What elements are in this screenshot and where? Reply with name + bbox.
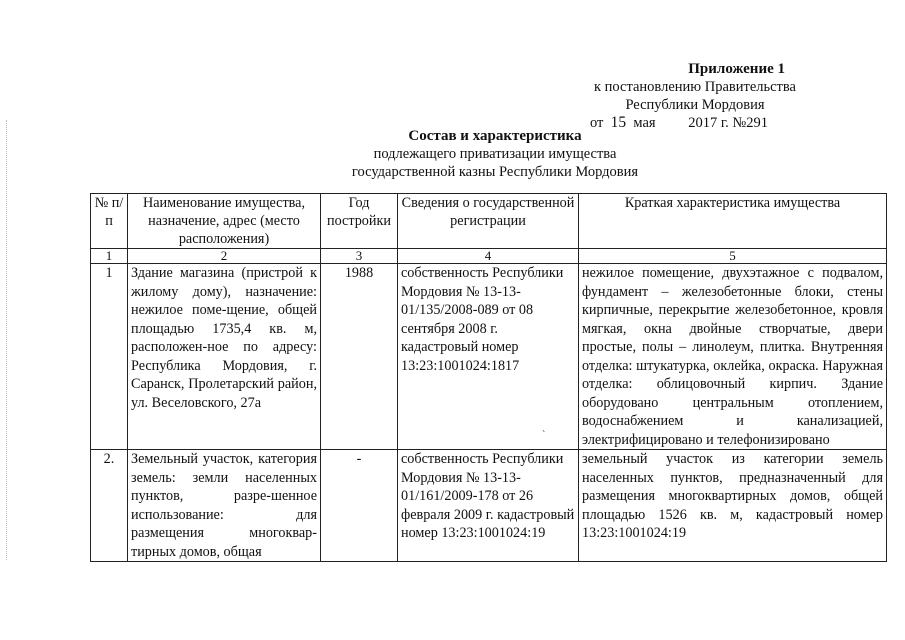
row-description: нежилое помещение, двухэтажное с подвалом, фундамент – железобетонные блоки, стены кирпичные, перекрытие железобетонное, кровля мягкая, окна двойные створчатые, двери простые, полы – линолеум, плитка. Внутренняя отделка: штукатурка, оклейка, окраска. Наружная отделка: облицовочный кирпич. Здание оборудовано центральным отоплением, водоснабжением и канализацией, электрифицировано и телефонизировано bbox=[579, 264, 887, 450]
row-number: 1 bbox=[91, 264, 128, 450]
column-number: 2 bbox=[128, 249, 321, 264]
date-month: мая bbox=[633, 115, 656, 131]
header-number: № п/п bbox=[91, 194, 128, 249]
column-number: 1 bbox=[91, 249, 128, 264]
header-name: Наименование имущества, назначение, адрес (место расположения) bbox=[128, 194, 321, 249]
document-title: Состав и характеристика bbox=[408, 128, 582, 144]
header-year: Год постройки bbox=[321, 194, 398, 249]
header-registration: Сведения о государственной регистрации bbox=[398, 194, 579, 249]
appendix-line-2: Республики Мордовия bbox=[625, 97, 765, 113]
property-table bbox=[90, 193, 887, 562]
appendix-heading: Приложение 1 bbox=[688, 61, 785, 77]
column-number: 5 bbox=[579, 249, 887, 264]
appendix-line-1: к постановлению Правительства bbox=[594, 79, 796, 95]
row-year: - bbox=[321, 450, 398, 562]
row-number: 2. bbox=[91, 450, 128, 562]
appendix-block bbox=[585, 60, 805, 132]
document-subtitle-2: государственной казны Республики Мордовия bbox=[351, 164, 639, 180]
column-number: 3 bbox=[321, 249, 398, 264]
table-row bbox=[91, 264, 887, 450]
column-number-row bbox=[91, 249, 887, 264]
binding-margin-line bbox=[6, 120, 8, 560]
row-name: Земельный участок, категория земель: земли населенных пунктов, разре-шенное использование: для размещения многоквар-тирных домов, общая bbox=[128, 450, 321, 562]
document-title-block bbox=[300, 127, 690, 181]
row-description: земельный участок из категории земель населенных пунктов, предназначенный для размещения многоквартирных домов, общей площадью 1526 кв. м, кадастровый номер 13:23:1001024:19 bbox=[579, 450, 887, 562]
row-registration: собственность Республики Мордовия № 13-13-01/161/2009-178 от 26 февраля 2009 г. кадастровый номер 13:23:1001024:19 bbox=[398, 450, 579, 562]
date-day: 15 bbox=[610, 114, 627, 131]
date-year: 2017 г. №291 bbox=[688, 115, 768, 131]
scan-speck: ` bbox=[542, 430, 546, 441]
row-year: 1988 bbox=[321, 264, 398, 450]
table-row bbox=[91, 450, 887, 562]
table-header-row bbox=[91, 194, 887, 249]
row-registration: собственность Республики Мордовия № 13-13-01/135/2008-089 от 08 сентября 2008 г. кадастровый номер 13:23:1001024:1817 bbox=[398, 264, 579, 450]
row-name: Здание магазина (пристрой к жилому дому), назначение: нежилое поме-щение, общей площадью 1735,4 кв. м, расположен-ное по адресу: Республика Мордовия, г. Саранск, Пролетарский район, ул. Веселовского, 27а bbox=[128, 264, 321, 450]
column-number: 4 bbox=[398, 249, 579, 264]
document-subtitle-1: подлежащего приватизации имущества bbox=[373, 146, 617, 162]
date-prefix: от bbox=[590, 115, 604, 131]
header-description: Краткая характеристика имущества bbox=[579, 194, 887, 249]
